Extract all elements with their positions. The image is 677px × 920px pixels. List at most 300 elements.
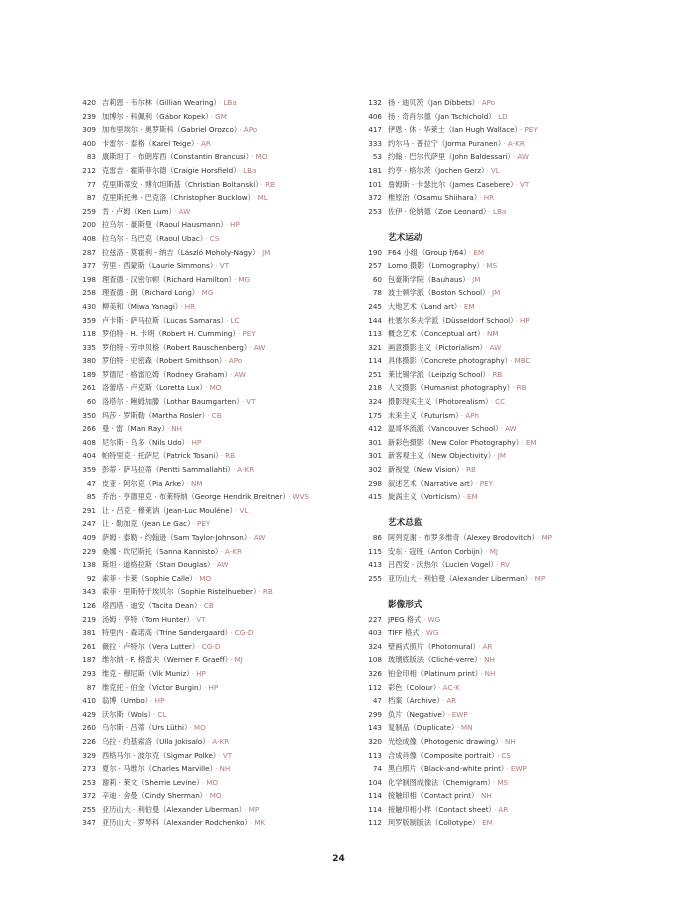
index-entry	[72, 449, 344, 463]
separator-dot: ·	[468, 247, 472, 257]
author-code: WG	[425, 628, 439, 638]
index-entry	[358, 803, 626, 817]
author-code: PEY	[479, 478, 494, 488]
entry-name: 约亨 · 格尔茨（Jochen Gerz）	[388, 165, 485, 175]
index-entry	[358, 463, 626, 477]
entry-name: 大地艺术（Land art）	[388, 301, 458, 311]
entry-name: 夏尔 · 马维尔（Charles Marville）	[102, 764, 214, 774]
index-entry	[72, 545, 344, 559]
entry-name: 壁画式照片（Photomural）	[388, 641, 477, 651]
page-ref: 335	[82, 342, 96, 352]
author-code: MO	[255, 152, 268, 162]
page-ref: 329	[82, 750, 96, 760]
entry-text-group	[388, 816, 626, 830]
author-code: JM	[262, 247, 271, 257]
entry-text-group	[388, 667, 626, 681]
entry-text-group	[102, 816, 344, 830]
entry-name: 沃尔斯（Wols）	[102, 709, 152, 719]
author-code: GM	[215, 111, 227, 121]
index-entry	[72, 490, 344, 504]
entry-text-group	[102, 300, 344, 314]
index-entry	[358, 395, 626, 409]
entry-text-group	[102, 463, 344, 477]
entry-name: 拉兹洛 · 莫霍利 - 纳吉（László Moholy-Nagy）	[102, 247, 256, 257]
entry-text-group	[102, 381, 344, 395]
entry-text-group	[388, 572, 626, 586]
page-ref: 175	[368, 410, 382, 420]
entry-text-group	[102, 721, 344, 735]
author-code: RB	[516, 383, 527, 393]
author-code: WVS	[292, 492, 309, 502]
page-ref: 227	[368, 614, 382, 624]
page-ref: 113	[368, 329, 382, 339]
entry-text-group	[102, 205, 344, 219]
separator-dot: ·	[487, 288, 490, 298]
index-entry	[358, 314, 626, 328]
entry-name: 理查德 · 汉密尔顿（Richard Hamilton）	[102, 274, 233, 284]
author-code: A-KR	[507, 138, 525, 148]
index-entry	[358, 341, 626, 355]
page-ref: 115	[368, 546, 382, 556]
entry-name: 具体摄影（Concrete photography）	[388, 356, 509, 366]
entry-name: 接触印相小样（Contact sheet）	[388, 804, 493, 814]
entry-name: 温哥华流派（Vancouver School）	[388, 424, 499, 434]
separator-dot: ·	[493, 451, 496, 461]
entry-text-group	[388, 803, 626, 817]
author-code: PEY	[196, 519, 211, 529]
index-entry	[358, 721, 626, 735]
separator-dot: ·	[485, 546, 488, 556]
entry-name: 安东 · 寇班（Anton Corbijn）	[388, 546, 484, 556]
entry-text-group	[102, 395, 344, 409]
separator-dot: ·	[456, 723, 459, 733]
separator-dot: ·	[197, 641, 200, 651]
page-ref: 377	[82, 261, 96, 271]
page-ref: 412	[368, 424, 382, 434]
index-entry	[72, 517, 344, 531]
author-code: LD	[498, 111, 508, 121]
entry-name: 卢卡斯 · 萨马拉斯（Lucas Samaras）	[102, 315, 225, 325]
index-entry	[358, 137, 626, 151]
index-entry	[72, 150, 344, 164]
author-code: AR	[498, 804, 509, 814]
index-entry	[358, 178, 626, 192]
page-ref: 212	[82, 165, 96, 175]
entry-text-group	[102, 137, 344, 151]
separator-dot: ·	[212, 560, 215, 570]
page-ref: 112	[368, 818, 382, 828]
page-ref: 406	[368, 111, 382, 121]
author-code: JM	[497, 451, 507, 461]
page-ref: 380	[82, 356, 96, 366]
entry-name: 维克 · 穆尼斯（Vik Muniz）	[102, 668, 190, 678]
author-code: VL	[490, 165, 500, 175]
page-ref: 200	[82, 220, 96, 230]
page-ref: 132	[368, 98, 382, 107]
entry-name: 塔西塔 · 迪安（Tacita Dean）	[102, 600, 198, 610]
separator-dot: ·	[479, 655, 483, 665]
index-entry	[358, 327, 626, 341]
separator-dot: ·	[461, 465, 465, 475]
index-entry	[72, 613, 344, 627]
index-entry	[358, 640, 626, 654]
index-entry	[72, 395, 344, 409]
entry-name: 罗伯特 · 劳申贝格（Robert Rauschenberg）	[102, 342, 248, 352]
author-code: A-KR	[212, 736, 230, 746]
entry-text-group	[388, 110, 626, 124]
entry-text-group	[388, 395, 626, 409]
section-gap	[358, 218, 626, 232]
entry-name: 康斯坦丁 · 布朗库西（Constantin Brancusi）	[102, 152, 250, 162]
entry-text-group	[388, 531, 626, 545]
entry-name: 乌尔斯 · 吕蒂（Urs Lüthi）	[102, 723, 188, 733]
page-ref: 260	[82, 723, 96, 733]
page-ref: 92	[86, 573, 96, 583]
entry-text-group	[102, 178, 344, 192]
separator-dot: ·	[224, 356, 227, 366]
index-column-right	[358, 96, 626, 830]
entry-name: 加博尔 · 科佩利（Gábor Kopek）	[102, 111, 209, 121]
page-ref: 415	[368, 492, 382, 502]
author-code: NH	[484, 655, 495, 665]
entry-name: 叙述艺术（Narrative art）	[388, 478, 474, 488]
entry-name: 铂金印相（Platinum print）	[388, 668, 479, 678]
entry-name: Lomo 摄影（Lomography）	[388, 261, 481, 271]
index-entry	[72, 164, 344, 178]
separator-dot: ·	[459, 301, 462, 311]
separator-dot: ·	[241, 397, 245, 407]
page-ref: 143	[368, 723, 382, 733]
entry-text-group	[388, 708, 626, 722]
entry-name: 帕特里克 · 托萨尼（Patrick Tosani）	[102, 451, 219, 461]
entry-name: 黑白照片（Black-and-white print）	[388, 764, 505, 774]
entry-text-group	[388, 776, 626, 790]
author-code: PEY	[524, 125, 538, 135]
separator-dot: ·	[485, 342, 488, 352]
entry-text-group	[388, 477, 626, 491]
page-ref: 259	[82, 206, 96, 216]
separator-dot: ·	[479, 193, 482, 203]
page-ref: 78	[372, 288, 382, 298]
entry-name: 让 - 吕克 · 穆莱讷（Jean-Luc Moulène）	[102, 505, 234, 515]
entry-name: 摄影现实主义（Photorealism）	[388, 397, 489, 407]
separator-dot: ·	[229, 369, 233, 379]
entry-name: 索菲 · 卡莱（Sophie Calle）	[102, 573, 193, 583]
separator-dot: ·	[258, 587, 261, 597]
separator-dot: ·	[460, 410, 464, 420]
author-code: HP	[230, 220, 240, 230]
index-entry	[358, 354, 626, 368]
entry-text-group	[102, 735, 344, 749]
entry-text-group	[102, 96, 344, 110]
entry-text-group	[102, 694, 344, 708]
author-code: MS	[486, 261, 498, 271]
author-code: CG-D	[201, 641, 221, 651]
index-entry	[358, 96, 626, 110]
index-entry	[72, 504, 344, 518]
separator-dot: ·	[513, 152, 516, 162]
entry-text-group	[388, 463, 626, 477]
separator-dot: ·	[447, 709, 450, 719]
page-ref: 60	[372, 274, 382, 284]
index-entry	[72, 273, 344, 287]
index-entry	[72, 314, 344, 328]
author-code: RB	[225, 451, 236, 461]
page-ref: 114	[368, 356, 382, 366]
index-entry	[72, 137, 344, 151]
author-code: MN	[460, 723, 473, 733]
author-code: AR	[446, 696, 457, 706]
entry-text-group	[388, 314, 626, 328]
entry-name: 椎原治（Osamu Shiihara）	[388, 193, 478, 203]
index-entry	[72, 626, 344, 640]
page-ref: 126	[82, 600, 96, 610]
author-code: EWP	[451, 709, 468, 719]
entry-name: 索菲 · 里斯特于埃贝尔（Sophie Ristelhueber）	[102, 587, 257, 597]
page-ref: 247	[82, 519, 96, 529]
entry-text-group	[388, 735, 626, 749]
entry-name: 拉乌尔 · 乌巴克（Raoul Ubac）	[102, 233, 204, 243]
index-entry	[72, 286, 344, 300]
entry-name: 约尔马 · 普拉宁（Jorma Puranen）	[388, 138, 502, 148]
entry-name: 克里斯托弗 · 巴克洛（Christopher Bucklow）	[102, 193, 252, 203]
separator-dot: ·	[207, 410, 210, 420]
entry-name: 肯 · 卢姆（Ken Lum）	[102, 206, 173, 216]
entry-text-group	[388, 762, 626, 776]
separator-dot: ·	[500, 424, 504, 434]
entry-name: 克里斯蒂安 · 博尔坦斯基（Christian Boltanski）	[102, 179, 259, 189]
entry-name: 特里内 · 森诺高（Trine Søndergaard）	[102, 628, 229, 638]
author-code: LC	[230, 315, 240, 325]
author-code: HP	[154, 696, 165, 706]
separator-dot: ·	[234, 274, 237, 284]
separator-dot: ·	[486, 165, 489, 175]
entry-text-group	[388, 164, 626, 178]
index-entry	[358, 449, 626, 463]
entry-text-group	[102, 436, 344, 450]
entry-text-group	[102, 368, 344, 382]
author-code: CC	[495, 397, 506, 407]
entry-name: 未来主义（Futurism）	[388, 410, 459, 420]
index-entry	[72, 409, 344, 423]
separator-dot: ·	[196, 138, 199, 148]
entry-text-group	[388, 694, 626, 708]
entry-name: 波士顿学派（Boston School）	[388, 288, 486, 298]
index-entry	[72, 246, 344, 260]
entry-name: 维克托 · 伯金（Victor Burgin）	[102, 682, 203, 692]
index-entry	[72, 436, 344, 450]
entry-name: 维尔纳 · F. 格雷夫（Werner F. Graeff）	[102, 655, 229, 665]
separator-dot: ·	[251, 152, 254, 162]
entry-text-group	[102, 354, 344, 368]
separator-dot: ·	[150, 696, 153, 706]
author-code: MJ	[489, 546, 499, 556]
author-code: MO	[193, 723, 206, 733]
separator-dot: ·	[488, 369, 491, 379]
entry-text-group	[388, 191, 626, 205]
separator-dot: ·	[467, 274, 471, 284]
author-code: APo	[243, 125, 258, 135]
page-ref: 302	[368, 465, 382, 475]
page-ref: 118	[82, 329, 96, 339]
entry-name: 负片（Negative）	[388, 709, 446, 719]
entry-name: 洛蕾塔 · 卢克斯（Loretta Lux）	[102, 383, 204, 393]
separator-dot: ·	[488, 206, 491, 216]
entry-name: 拉乌尔 · 豪斯曼（Raoul Hausmann）	[102, 220, 224, 230]
entry-name: 辛迪 · 舍曼（Cindy Sherman）	[102, 791, 204, 801]
author-code: HP	[519, 315, 530, 325]
author-code: AR	[200, 138, 211, 148]
separator-dot: ·	[232, 465, 236, 475]
page-ref: 114	[368, 791, 382, 801]
page-ref: 258	[82, 288, 96, 298]
page-ref: 404	[82, 451, 96, 461]
author-code: MBC	[514, 356, 531, 366]
entry-text-group	[102, 789, 344, 803]
author-code: A-KR	[224, 546, 242, 556]
author-code: EM	[482, 818, 493, 828]
page-ref: 403	[368, 628, 382, 638]
entry-text-group	[388, 422, 626, 436]
author-code: EM	[473, 247, 485, 257]
entry-text-group	[388, 409, 626, 423]
entry-name: 杜塞尔多夫学派（Düsseldorf School）	[388, 315, 514, 325]
entry-name: 亚历山大 · 罗琴科（Alexander Rodchenko）	[102, 818, 249, 828]
entry-text-group	[388, 545, 626, 559]
separator-dot: ·	[260, 179, 264, 189]
index-entry	[358, 558, 626, 572]
index-entry	[358, 191, 626, 205]
page-ref: 229	[82, 546, 96, 556]
page-ref: 112	[368, 682, 382, 692]
page-ref: 400	[82, 138, 96, 148]
index-entry	[358, 816, 626, 830]
entry-text-group	[102, 341, 344, 355]
separator-dot: ·	[205, 383, 208, 393]
entry-text-group	[102, 585, 344, 599]
entry-text-group	[388, 626, 626, 640]
separator-dot: ·	[166, 424, 170, 434]
author-code: AW	[216, 560, 229, 570]
entry-name: 光绘成像（Photogenic drawing）	[388, 736, 499, 746]
entry-name: 罗伯特 · 史密森（Robert Smithson）	[102, 356, 223, 366]
entry-text-group	[388, 436, 626, 450]
author-code: MG	[238, 274, 251, 284]
entry-text-group	[388, 178, 626, 192]
author-code: RV	[500, 560, 510, 570]
index-entry	[72, 531, 344, 545]
index-entry	[72, 123, 344, 137]
entry-text-group	[102, 490, 344, 504]
author-code: AW	[505, 424, 517, 434]
index-entry	[358, 409, 626, 423]
entry-text-group	[102, 477, 344, 491]
page-ref: 320	[368, 736, 382, 746]
section-gap	[358, 585, 626, 599]
entry-name: 萨姆 · 泰勒 - 约翰逊（Sam Taylor-Johnson）	[102, 533, 248, 542]
separator-dot: ·	[438, 682, 441, 692]
index-entry	[72, 381, 344, 395]
entry-text-group	[388, 286, 626, 300]
separator-dot: ·	[253, 193, 256, 203]
author-code: APo	[228, 356, 243, 366]
index-entry	[358, 273, 626, 287]
entry-name: 档案（Archive）	[388, 696, 441, 706]
page-ref: 417	[368, 125, 382, 135]
entry-text-group	[102, 218, 344, 232]
entry-text-group	[102, 517, 344, 531]
entry-text-group	[388, 381, 626, 395]
separator-dot: ·	[480, 668, 483, 678]
author-code: LBa	[243, 165, 257, 175]
entry-name: 阿列克谢 · 布罗多维奇（Alexey Brodovitch）	[388, 533, 536, 542]
entry-name: 皮亚 · 阿尔克（Pia Arke）	[102, 478, 185, 488]
separator-dot: ·	[515, 315, 518, 325]
index-entry	[72, 463, 344, 477]
page-ref: 301	[368, 437, 382, 447]
entry-text-group	[102, 504, 344, 518]
index-entry	[72, 599, 344, 613]
separator-dot: ·	[503, 138, 506, 148]
index-entry	[72, 694, 344, 708]
index-entry	[72, 572, 344, 586]
page-ref: 301	[368, 451, 382, 461]
author-code: VL	[239, 505, 249, 515]
entry-name: 约翰 · 巴尔代萨里（John Baldessari）	[388, 152, 512, 162]
index-entry	[358, 246, 626, 260]
entry-name: 人文摄影（Humanist photography）	[388, 383, 511, 393]
entry-name: 合成肖像（Composite portrait）	[388, 750, 496, 760]
index-entry	[358, 613, 626, 627]
separator-dot: ·	[153, 709, 156, 719]
index-entry	[358, 749, 626, 763]
page-ref: 408	[82, 233, 96, 243]
separator-dot: ·	[226, 315, 229, 325]
index-entry	[358, 708, 626, 722]
separator-dot: ·	[219, 98, 222, 107]
author-code: CB	[211, 410, 222, 420]
entry-name: 接触印相（Contact print）	[388, 791, 475, 801]
separator-dot: ·	[187, 437, 190, 447]
author-code: APo	[481, 98, 496, 107]
index-entry	[358, 164, 626, 178]
entry-name: 玻璃底版法（Cliché-verre）	[388, 655, 478, 665]
author-code: RB	[265, 179, 276, 189]
entry-text-group	[388, 721, 626, 735]
entry-name: 佐伊 · 伦纳德（Zoe Leonard）	[388, 206, 487, 216]
author-code: VT	[246, 397, 256, 407]
index-entry	[358, 762, 626, 776]
entry-text-group	[388, 749, 626, 763]
entry-name: 尼尔斯 · 乌多（Nils Udo）	[102, 437, 186, 447]
separator-dot: ·	[191, 614, 195, 624]
page-ref: 85	[86, 492, 96, 502]
entry-name: 玛莎 · 罗斯勒（Martha Rosler）	[102, 410, 206, 420]
author-code: HR	[184, 301, 196, 311]
author-code: PEY	[242, 329, 256, 339]
author-code: NM	[190, 478, 203, 488]
entry-name: 新客观主义（New Objectivity）	[388, 451, 492, 461]
separator-dot: ·	[215, 261, 218, 271]
entry-name: 谢莉 · 莱文（Sherrie Levine）	[102, 777, 200, 787]
author-code: WG	[427, 614, 441, 624]
page-ref: 87	[86, 682, 96, 692]
separator-dot: ·	[238, 329, 241, 339]
entry-name: 乔治 · 亨德里克 · 布莱特纳（George Hendrik Breitner）	[102, 492, 287, 502]
index-entry	[358, 436, 626, 450]
separator-dot: ·	[477, 98, 480, 107]
separator-dot: ·	[197, 288, 200, 298]
